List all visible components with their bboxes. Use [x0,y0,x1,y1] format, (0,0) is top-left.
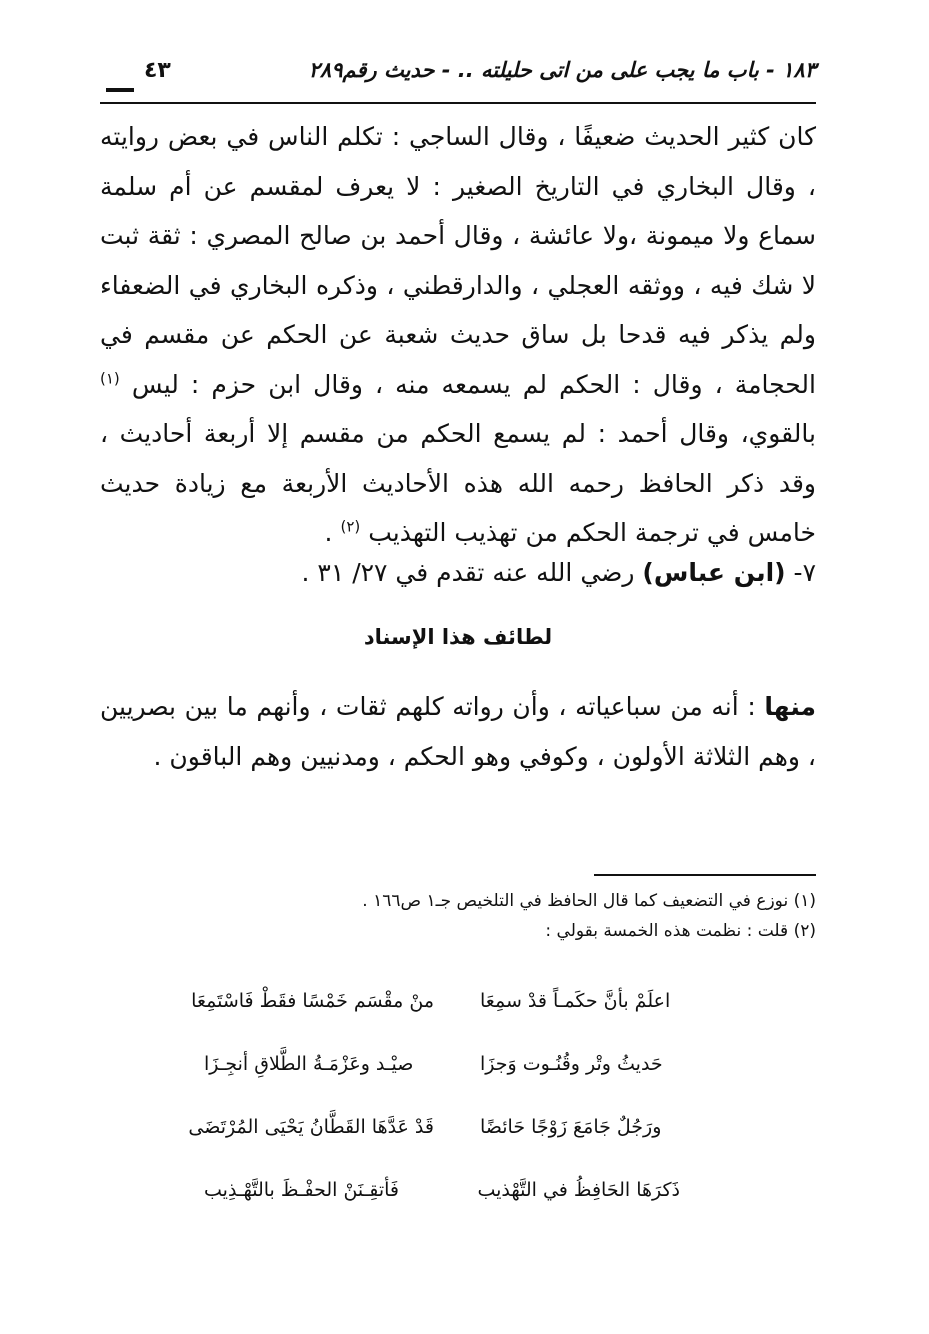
item-text: رضي الله عنه تقدم في ٢٧/ ٣١ . [301,558,643,587]
paragraph-block [100,112,816,558]
lataif-lead: منها [764,692,816,721]
lataif-block [100,682,816,781]
narrator-name: (ابن عباس) [642,558,786,587]
page-number: ٤٣ [144,58,171,83]
footnotes [100,886,816,946]
page-header [100,58,816,98]
paragraph-text: كان كثير الحديث ضعيفًا ، وقال الساجي : تكلم الناس في بعض روايته ، وقال البخاري في التاريخ الصغير : لا يعرف لمقسم عن أم سلمة سماع ولا ميمونة ،ولا عائشة ، وقال أحمد بن صالح المصري : ثقة ثبت لا شك فيه ، ووثقه العجلي ، والدارقطني ، وذكره البخاري في الضعفاء ولم يذكر فيه قدحا بل ساق حديث شعبة عن الحكم عن مقسم في الحجامة ، وقال : الحكم لم يسمعه منه ، وقال ابن حزم : ليس [100,122,816,399]
lataif-paragraph [100,682,816,781]
poem [100,972,816,1224]
narrator-item-7 [301,558,816,587]
footnote-marker-1: (١) [100,369,120,388]
book-page [100,50,816,1310]
paragraph-end: . [324,518,341,547]
section-title: لطائف هذا الإسناد [363,625,553,649]
verse-first-hemistich: اعلَمْ بأنَّ حكَمـاً قدْ سمِعَا [480,990,671,1012]
verse-first-hemistich: ذَكرَهَا الحَافِظُ في التَّهْذيب [477,1179,680,1201]
footnote-marker-2: (٢) [340,517,361,536]
verse-first-hemistich: حَديثُ وتْر وقُنُـوت وَجزَا [480,1053,663,1075]
lataif-text: : أنه من سباعياته ، وأن رواته كلهم ثقات ، وأنهم ما بين بصريين ، وهم الثلاثة الأولون ، وكوفي وهو الحكم ، ومدنيين وهم الباقون . [100,692,816,771]
main-paragraph [100,112,816,558]
verse-second-hemistich: صيْـد وعَزْمَـةُ الطَّلاقِ أنجِـزَا [204,1053,414,1075]
verse-second-hemistich: منْ مقْسَم خَمْسًا فقَطْ فَاسْتَمِعَا [191,990,434,1012]
page-number-dash [106,88,134,92]
item-number: ٧- [785,558,816,587]
footnote-1: (١) نوزع في التضعيف كما قال الحافظ في التلخيص جـ١ ص١٦٦ . [362,891,816,911]
poem-verse [100,1035,816,1098]
poem-verse [100,972,816,1035]
verse-second-hemistich: قَدْ عَدَّهَا القَطَّانُ يَحْيَى المُرْتَضَى [188,1116,434,1138]
footnote-2: (٢) قلت : نظمت هذه الخمسة بقولي : [545,921,816,941]
footnote-separator [594,874,816,876]
poem-verse [100,1161,816,1224]
poem-verse [100,1098,816,1161]
running-header-title: ١٨٣ - باب ما يجب على من اتى حليلته .. - حديث رقم٢٨٩ [308,58,816,82]
paragraph-text-continued: بالقوي، وقال أحمد : لم يسمع الحكم من مقسم إلا أربعة أحاديث ، وقد ذكر الحافظ رحمه الله هذه الأحاديث الأربعة مع زيادة حديث خامس في ترجمة الحكم من تهذيب التهذيب [100,419,816,547]
verse-first-hemistich: ورَجُلٌ جَامَعَ زَوْجًا حَائضًا [480,1116,662,1138]
header-rule [100,102,816,104]
verse-second-hemistich: فَأتقِـنَنْ الحفْـظَ بالتَّهْـذِيب [204,1179,400,1201]
